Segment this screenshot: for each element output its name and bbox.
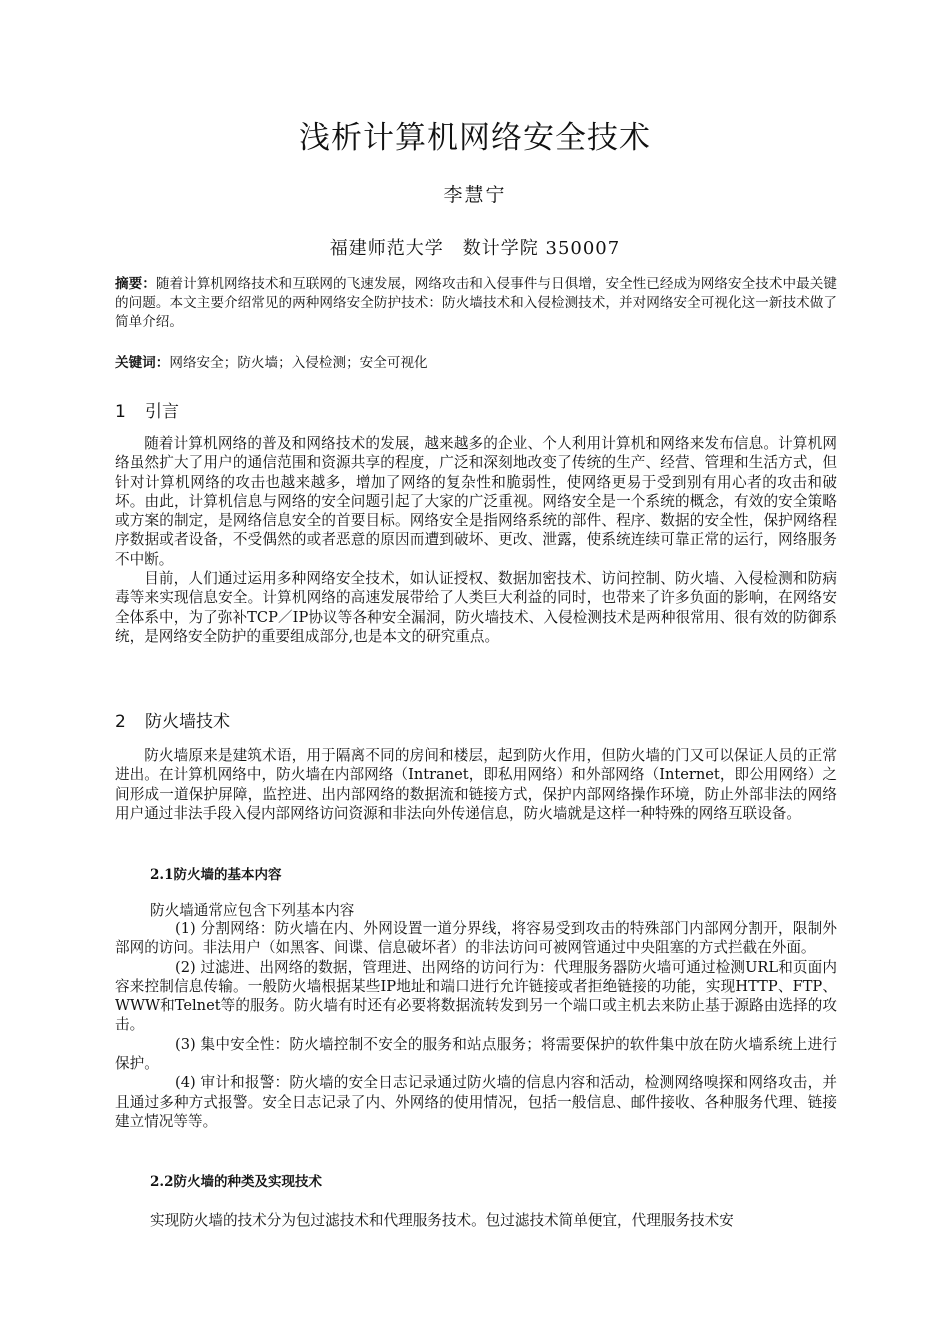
- author-affiliation: 福建师范大学 数计学院 350007: [329, 238, 621, 259]
- section-1-number: 1: [115, 402, 126, 422]
- author-name: 李慧宁: [443, 184, 507, 206]
- section-1-paragraph: 目前，人们通过运用多种网络安全技术，如认证授权、数据加密技术、访问控制、防火墙、入侵检测和防病毒等来实现信息安全。计算机网络的高速发展带给了人类巨大利益的同时，也带来了许多负面的影响，在网络安全体系中，为了弥补TCP／IP协议等各种安全漏洞，防火墙技术、入侵检测技术是两种很常用、很有效的防御系统，是网络安全防护的重要组成部分,也是本文的研究重点。: [115, 570, 837, 645]
- list-item: (4) 审计和报警：防火墙的安全日志记录通过防火墙的信息内容和活动，检测网络嗅探和网络攻击，并且通过多种方式报警。安全日志记录了内、外网络的使用情况，包括一般信息、邮件接收、各种服务代理、链接建立情况等等。: [115, 1074, 837, 1130]
- list-item: (3) 集中安全性：防火墙控制不安全的服务和站点服务；将需要保护的软件集中放在防火墙系统上进行保护。: [115, 1035, 837, 1073]
- abstract-label: 摘要：: [115, 276, 156, 292]
- section-2-paragraph: 防火墙原来是建筑术语，用于隔离不同的房间和楼层，起到防火作用，但防火墙的门又可以保证人员的正常进出。在计算机网络中，防火墙在内部网络（Intranet，即私用网络）和外部网络（Internet，即公用网络）之间形成一道保护屏障，监控进、出内部网络的数据流和链接方式，保护内部网络操作环境，防止外部非法的网络用户通过非法手段入侵内部网络访问资源和非法向外传递信息，防火墙就是这样一种特殊的网络互联设备。: [115, 747, 837, 822]
- subsection-2-1-heading: 2.1防火墙的基本内容: [150, 867, 282, 883]
- list-item: (1) 分割网络：防火墙在内、外网设置一道分界线，将容易受到攻击的特殊部门内部网分割开，限制外部网的访问。非法用户（如黑客、间谍、信息破坏者）的非法访问可被网管通过中央阻塞的方式拦截在外面。: [115, 920, 837, 957]
- keywords-label: 关键词：: [115, 355, 170, 371]
- subsection-2-1-intro: 防火墙通常应包含下列基本内容: [150, 902, 355, 919]
- section-1-paragraph: 随着计算机网络的普及和网络技术的发展，越来越多的企业、个人利用计算机和网络来发布信息。计算机网络虽然扩大了用户的通信范围和资源共享的程度，广泛和深刻地改变了传统的生产、经营、管理和生活方式，但针对计算机网络的攻击也越来越多，增加了网络的复杂性和脆弱性，使网络更易于受到别有用心者的攻击和破坏。由此，计算机信息与网络的安全问题引起了大家的广泛重视。网络安全是一个系统的概念，有效的安全策略或方案的制定，是网络信息安全的首要目标。网络安全是指网络系统的部件、程序、数据的安全性，保护网络程序数据或者设备，不受偶然的或者恶意的原因而遭到破坏、更改、泄露，使系统连续可靠正常的运行，网络服务不中断。: [115, 435, 837, 568]
- keywords: [115, 354, 837, 373]
- abstract: [115, 275, 837, 332]
- section-1-body: [115, 434, 837, 646]
- subsection-2-2-paragraph: 实现防火墙的技术分为包过滤技术和代理服务技术。包过滤技术简单便宜，代理服务技术安: [150, 1212, 734, 1229]
- section-2-heading: [115, 707, 230, 732]
- subsection-2-2-heading: 2.2防火墙的种类及实现技术: [150, 1174, 322, 1190]
- section-1-title: 引言: [145, 402, 179, 422]
- subsection-2-1-items: [115, 919, 837, 1131]
- abstract-text: 随着计算机网络技术和互联网的飞速发展，网络攻击和入侵事件与日俱增，安全性已经成为网络安全技术中最关键的问题。本文主要介绍常见的两种网络安全防护技术：防火墙技术和入侵检测技术，并对网络安全可视化这一新技术做了简单介绍。: [115, 276, 838, 330]
- list-item: (2) 过滤进、出网络的数据，管理进、出网络的访问行为：代理服务器防火墙可通过检测URL和页面内容来控制信息传输。一般防火墙根据某些IP地址和端口进行允许链接或者拒绝链接的功能，实现HTTP、FTP、WWW和Telnet等的服务。防火墙有时还有必要将数据流转发到另一个端口或主机去来防止基于源路由选择的攻击。: [115, 958, 837, 1034]
- section-2-number: 2: [115, 712, 126, 732]
- keywords-text: 网络安全；防火墙；入侵检测；安全可视化: [169, 355, 428, 371]
- section-2-title: 防火墙技术: [145, 712, 230, 732]
- section-1-heading: [115, 397, 179, 422]
- section-2-body: [115, 746, 837, 823]
- paper-title: 浅析计算机网络安全技术: [299, 120, 651, 156]
